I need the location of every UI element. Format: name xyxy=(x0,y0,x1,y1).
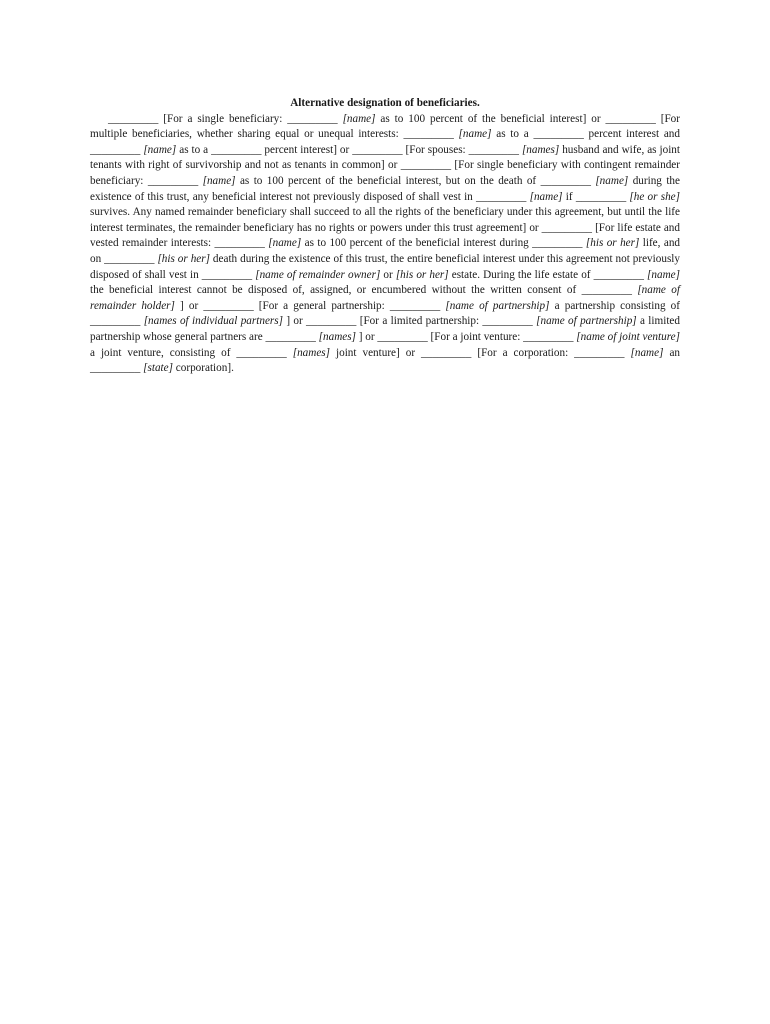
body-text-run: corporation]. xyxy=(172,362,234,375)
body-text-run: an _________ xyxy=(90,346,681,375)
placeholder-text: [names] xyxy=(521,143,560,156)
placeholder-text: [names of individual partners] xyxy=(143,315,283,328)
body-text-run: joint venture] or _________ [For a corporation: _________ xyxy=(330,346,631,359)
body-text-run: survives. Any named remainder beneficiary shall succeed to all the rights of the beneficiary under this agreement, but until the life interest terminates, the remainder beneficiary has no rights or powers under this trust agreement] or _________ [For life estate and vested remainder interests: _________ xyxy=(90,206,680,250)
placeholder-text: [name of partnership] xyxy=(536,315,637,328)
placeholder-text: [name] xyxy=(268,237,302,250)
placeholder-text: [name of remainder holder] xyxy=(90,284,680,312)
placeholder-text: [name of remainder owner] xyxy=(255,268,381,281)
body-text-run: as to 100 percent of the beneficial interest, but on the death of _________ xyxy=(235,174,596,187)
placeholder-text: [he or she] xyxy=(629,190,681,203)
placeholder-text: [name] xyxy=(458,128,492,141)
beneficiary-designation-paragraph xyxy=(90,112,680,377)
body-text-run: a partnership consisting of _________ xyxy=(90,299,680,328)
placeholder-text: [name of joint venture] xyxy=(576,330,680,343)
placeholder-text: [his or her] xyxy=(585,237,640,250)
body-text-run: _________ [For a single beneficiary: _________ xyxy=(108,112,343,125)
body-text-run: ] or _________ [For a joint venture: _________ xyxy=(355,330,577,343)
placeholder-text: [name] xyxy=(595,174,629,187)
placeholder-text: [name] xyxy=(202,174,236,187)
body-text-run: or xyxy=(380,268,396,281)
body-text-run: as to 100 percent of the beneficial interest] or _________ [For multiple beneficiaries, whether sharing equal or unequal interests: _________ xyxy=(90,112,680,141)
body-text-run: the beneficial interest cannot be disposed of, assigned, or encumbered without the written consent of _________ xyxy=(90,284,638,297)
placeholder-text: [names] xyxy=(318,330,356,343)
placeholder-text: [name] xyxy=(529,190,563,203)
placeholder-text: [names] xyxy=(292,346,331,359)
body-text-run: a limited partnership whose general partners are _________ xyxy=(90,315,680,343)
body-text-run: as to a _________ percent interest] or _________ [For spouses: _________ xyxy=(176,143,522,156)
body-text-run: as to a _________ percent interest and _________ xyxy=(90,128,680,156)
body-text-run: life, and on _________ xyxy=(90,237,681,265)
placeholder-text: [name of partnership] xyxy=(445,299,550,312)
body-text-run: estate. During the life estate of _________ xyxy=(448,268,648,281)
body-text-run: a joint venture, consisting of _________ xyxy=(90,346,293,359)
placeholder-text: [name] xyxy=(647,268,680,281)
placeholder-text: [his or her] xyxy=(157,252,210,265)
placeholder-text: [state] xyxy=(143,362,173,375)
body-text-run: during the existence of this trust, any beneficial interest not previously disposed of shall vest in _________ xyxy=(90,174,680,203)
body-text-run: if _________ xyxy=(562,190,630,203)
body-text-run: as to 100 percent of the beneficial interest during _________ xyxy=(301,237,586,250)
body-text-run: ] or _________ [For a limited partnership: _________ xyxy=(282,315,537,328)
placeholder-text: [name] xyxy=(143,143,177,156)
body-text-run: death during the existence of this trust, the entire beneficial interest under this agreement not previously disposed of shall vest in _________ xyxy=(90,252,680,281)
placeholder-text: [name] xyxy=(630,346,664,359)
placeholder-text: [name] xyxy=(342,112,376,125)
document-content xyxy=(90,96,680,377)
document-title: Alternative designation of beneficiaries. xyxy=(290,97,480,109)
body-text-run: husband and wife, as joint tenants with right of survivorship and not as tenants in common] or _________ [For single beneficiary with contingent remainder beneficiary: _________ xyxy=(90,143,681,187)
placeholder-text: [his or her] xyxy=(395,268,449,281)
body-text-run: ] or _________ [For a general partnership: _________ xyxy=(174,299,446,312)
